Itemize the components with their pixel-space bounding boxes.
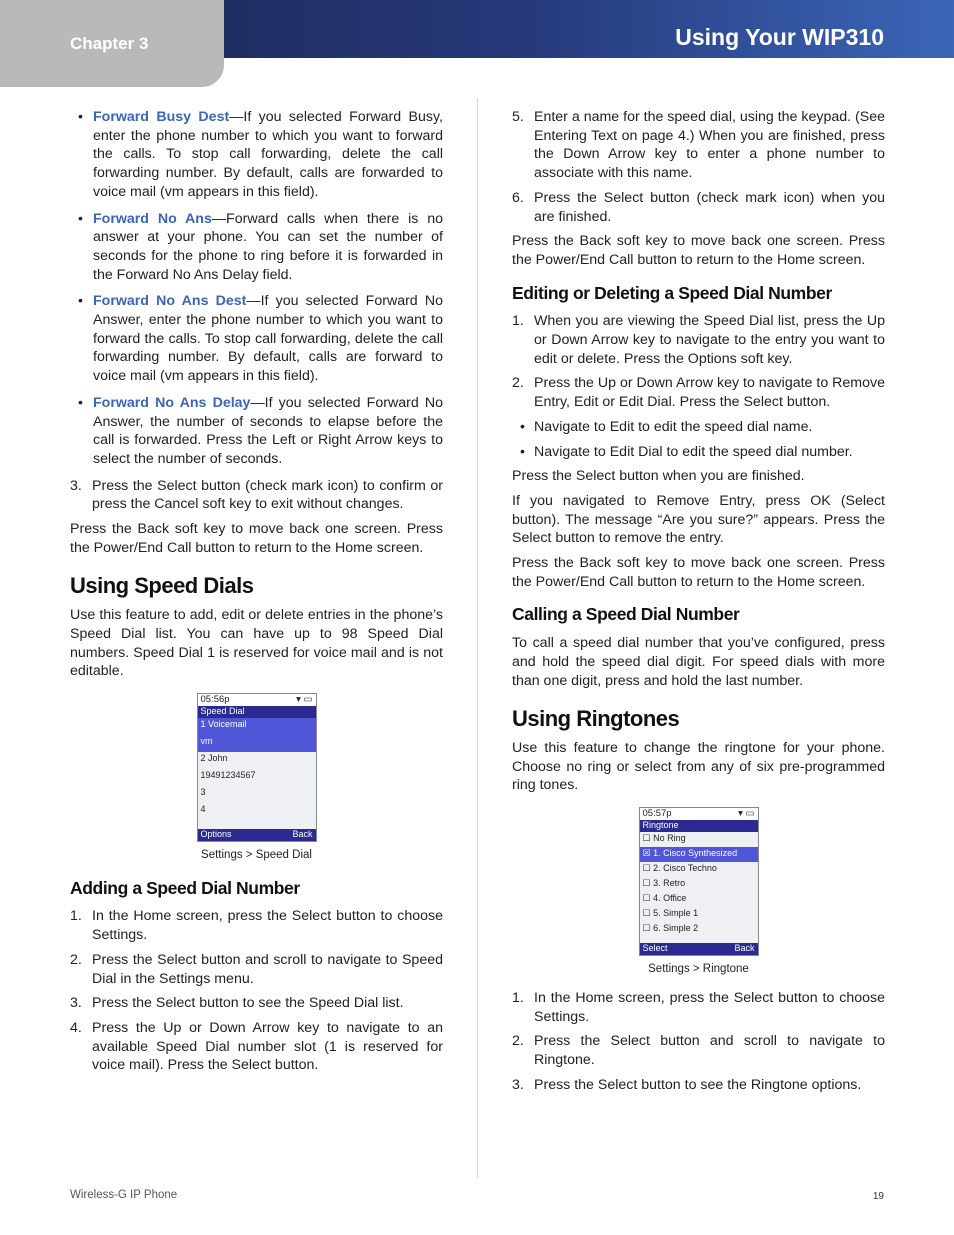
back-paragraph: Press the Back soft key to move back one screen. Press the Power/End Call button to return to the Home screen. xyxy=(70,521,443,556)
edit-step xyxy=(512,374,885,411)
phone-screen-ringtone xyxy=(639,807,759,956)
step-text: Press the Select button and scroll to navigate to Ringtone. xyxy=(534,1033,885,1068)
step-text: Enter a name for the speed dial, using the keypad. (See Entering Text on page 4.) When you are finished, press the Down Arrow key to enter a phone number to associate with this name. xyxy=(534,109,885,182)
list-item: vm xyxy=(198,735,316,752)
step-5 xyxy=(512,108,885,183)
footer-product: Wireless-G IP Phone xyxy=(70,1189,178,1201)
bullet-text: —If you selected Forward No Answer, the number of seconds to elapse before the call is forwarded. Press the Left or Right Arrow keys to select the number of seconds. xyxy=(93,394,443,467)
step-number: 1. xyxy=(70,908,82,925)
step-number: 6. xyxy=(512,189,524,206)
chapter-label: Chapter 3 xyxy=(70,34,149,53)
heading-adding-speed-dial: Adding a Speed Dial Number xyxy=(70,877,300,898)
step-text: Press the Up or Down Arrow key to navigate to an available Speed Dial number slot (1 is reserved for voice mail). Press the Select button. xyxy=(92,1019,443,1074)
step-text: Press the Select button (check mark icon) when you are finished. xyxy=(534,189,885,225)
back-paragraph: Press the Back soft key to move back one screen. Press the Power/End Call button to return to the Home screen. xyxy=(512,233,885,268)
adding-step xyxy=(70,994,443,1013)
step-3 xyxy=(70,477,443,514)
edit-bullet: • Navigate to Edit to edit the speed dial name. xyxy=(512,418,885,437)
link-forward-no-ans-delay[interactable]: Forward No Ans Delay xyxy=(93,394,251,411)
heading-calling-speed-dial: Calling a Speed Dial Number xyxy=(512,604,740,625)
list-item: ☒ 1. Cisco Synthesized xyxy=(640,847,758,862)
list-item: ☐ 4. Office xyxy=(642,893,687,904)
list-item: ☐ 6. Simple 2 xyxy=(642,923,699,934)
figure-caption: Settings > Speed Dial xyxy=(201,848,312,861)
status-bar xyxy=(198,694,316,706)
edit-step xyxy=(512,312,885,368)
step-number: 3. xyxy=(70,477,82,494)
options-softkey: Options xyxy=(200,828,232,839)
step-number: 1. xyxy=(512,989,524,1006)
back-softkey: Back xyxy=(292,828,313,839)
list-item: 1 Voicemail xyxy=(198,718,316,735)
step-text: In the Home screen, press the Select button to choose Settings. xyxy=(534,989,885,1025)
step-number: 3. xyxy=(512,1076,524,1093)
remove-paragraph: If you navigated to Remove Entry, press OK (Select button). The message “Are you sure?” appears. Press the Select button to remove the entry. xyxy=(512,492,885,547)
step-number: 3. xyxy=(70,995,82,1012)
screen-title: Ringtone xyxy=(640,820,758,832)
list-item: ☐ 2. Cisco Techno xyxy=(642,863,717,874)
phone-screen-speed-dial xyxy=(197,693,317,842)
bullet-forward-no-ans-delay xyxy=(70,394,443,469)
list-item: 2 John xyxy=(200,752,228,763)
step-number: 2. xyxy=(70,951,82,968)
heading-using-ringtones: Using Ringtones xyxy=(512,706,680,732)
right-column xyxy=(512,108,885,1100)
step-text: Press the Select button to see the Speed Dial list. xyxy=(92,995,404,1012)
column-divider xyxy=(477,98,478,1178)
ringtone-step xyxy=(512,1076,885,1095)
signal-icon: ▾ ▭ xyxy=(738,808,755,820)
bullet-text: —If you selected Forward No Answer, enter the phone number to which you want to forward the calls. To stop call forwarding, delete the call forwarding number. By default, calls are forward to voice mail (vm appears in this field). xyxy=(93,293,443,385)
chapter-tab xyxy=(0,0,224,87)
bullet-text: —If you selected Forward Busy, enter the phone number to which you want to forward the calls. To stop call forwarding, delete the call forwarding number. By default, calls are forwarded to voice mail (vm appears in this field). xyxy=(93,109,443,200)
link-forward-no-ans-dest[interactable]: Forward No Ans Dest xyxy=(93,293,247,310)
link-forward-no-ans[interactable]: Forward No Ans xyxy=(93,210,212,227)
back-softkey: Back xyxy=(734,943,755,954)
bullet-forward-no-ans xyxy=(70,210,443,285)
figure-speed-dial xyxy=(70,693,443,865)
ringtone-step xyxy=(512,1032,885,1069)
step-text: Press the Select button and scroll to navigate to Speed Dial in the Settings menu. xyxy=(92,951,443,987)
step-number: 1. xyxy=(512,313,524,330)
select-softkey: Select xyxy=(642,943,668,954)
bullet-forward-busy-dest xyxy=(70,108,443,202)
list-item: ☐ 5. Simple 1 xyxy=(642,908,699,919)
bullet-forward-no-ans-dest xyxy=(70,292,443,386)
ringtone-step xyxy=(512,989,885,1026)
adding-step xyxy=(70,1019,443,1075)
softkey-bar xyxy=(640,943,758,955)
step-6 xyxy=(512,189,885,226)
page-number: 19 xyxy=(872,1191,884,1202)
status-bar xyxy=(640,808,758,820)
back-paragraph: Press the Back soft key to move back one screen. Press the Power/End Call button to return to the Home screen. xyxy=(512,555,885,590)
finish-paragraph: Press the Select button when you are finished. xyxy=(512,468,805,485)
page-title: Using Your WIP310 xyxy=(675,24,884,50)
step-text: Press the Select button to see the Ringtone options. xyxy=(534,1076,862,1093)
list-item: 19491234567 xyxy=(200,769,256,780)
ringtone-paragraph: Use this feature to change the ringtone for your phone. Choose no ring or select from any of six pre-programmed ring tones. xyxy=(512,739,885,794)
screen-title: Speed Dial xyxy=(198,706,316,718)
bullet-text: —Forward calls when there is no answer at your phone. You can set the number of seconds for the phone to ring before it is forwarded in the Forward No Ans Delay field. xyxy=(93,210,443,283)
figure-caption: Settings > Ringtone xyxy=(648,963,749,976)
step-text: In the Home screen, press the Select button to choose Settings. xyxy=(92,908,443,944)
signal-icon: ▾ ▭ xyxy=(296,693,313,705)
adding-step xyxy=(70,951,443,988)
speed-dial-paragraph: Use this feature to add, edit or delete entries in the phone’s Speed Dial list. You can have up to 98 Speed Dial numbers. Speed Dial 1 is reserved for voice mail and is not editable. xyxy=(70,607,443,680)
call-paragraph: To call a speed dial number that you’ve configured, press and hold the speed dial digit. For speed dials with more than one digit, press and hold the last number. xyxy=(512,635,885,689)
adding-step xyxy=(70,907,443,944)
step-text: When you are viewing the Speed Dial list, press the Up or Down Arrow key to navigate to the entry you want to edit or delete. Press the Options soft key. xyxy=(534,313,885,367)
left-column xyxy=(70,108,443,1081)
step-text: Press the Up or Down Arrow key to navigate to Remove Entry, Edit or Edit Dial. Press the Select button. xyxy=(534,375,885,411)
time-label: 05:57p xyxy=(642,808,672,820)
step-number: 5. xyxy=(512,109,524,125)
figure-ringtone xyxy=(512,807,885,979)
list-item: ☐ No Ring xyxy=(642,833,686,844)
heading-using-speed-dials: Using Speed Dials xyxy=(70,573,254,599)
step-number: 2. xyxy=(512,375,524,392)
list-item: 4 xyxy=(200,803,206,814)
step-text: Press the Select button (check mark icon) to confirm or press the Cancel soft key to exit without changes. xyxy=(92,477,443,513)
step-number: 2. xyxy=(512,1033,524,1050)
edit-bullet: • Navigate to Edit Dial to edit the speed dial number. xyxy=(512,443,885,462)
heading-editing-speed-dial: Editing or Deleting a Speed Dial Number xyxy=(512,282,832,303)
list-item: ☐ 3. Retro xyxy=(642,878,686,889)
list-item: 3 xyxy=(200,786,206,797)
step-number: 4. xyxy=(70,1019,82,1036)
link-forward-busy-dest[interactable]: Forward Busy Dest xyxy=(93,109,230,125)
softkey-bar xyxy=(198,829,316,841)
time-label: 05:56p xyxy=(200,693,230,705)
